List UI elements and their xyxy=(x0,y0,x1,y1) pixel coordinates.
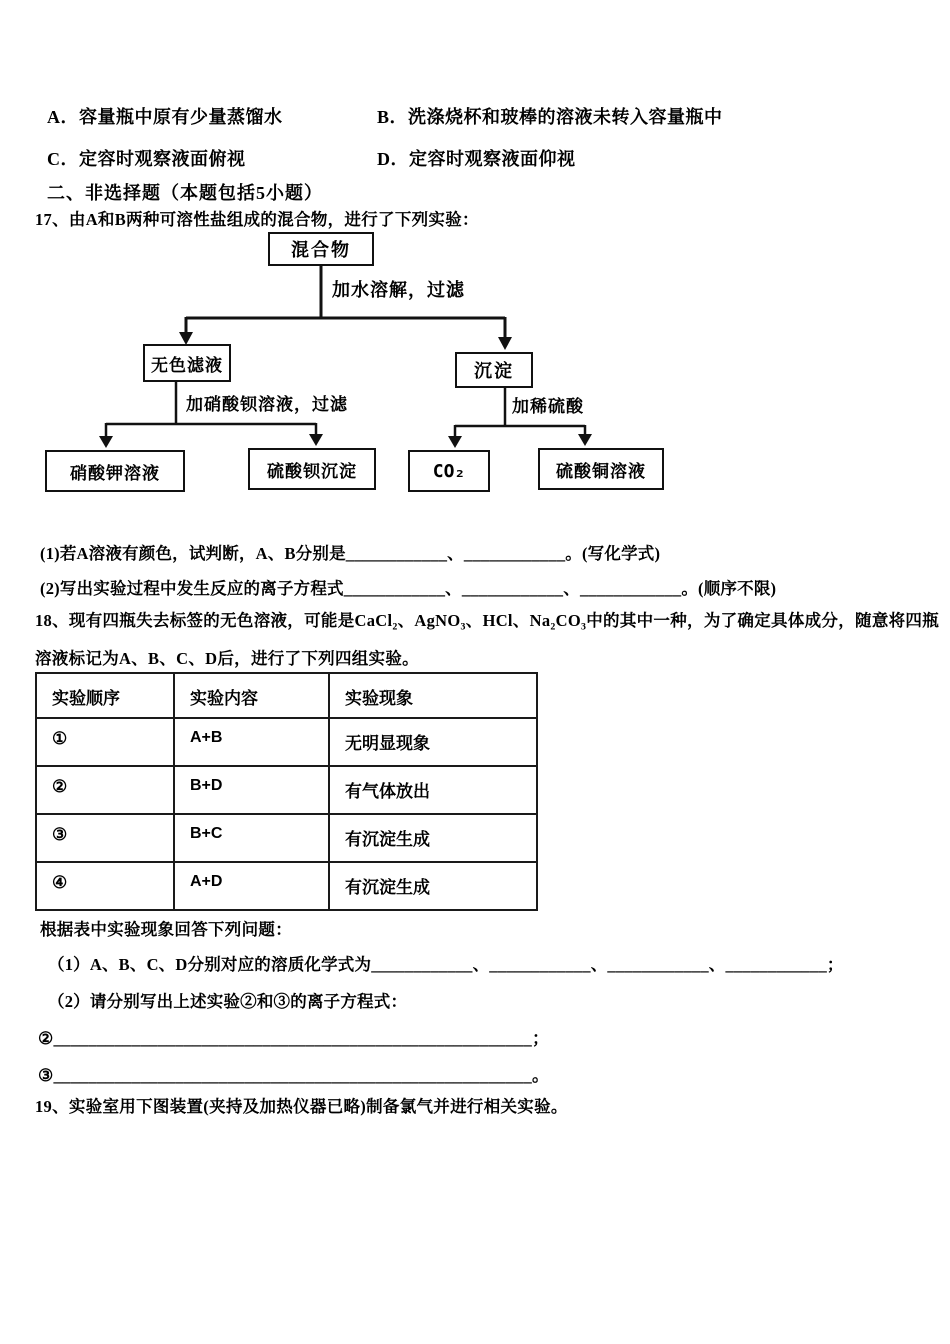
option-b: B．洗涤烧杯和玻棒的溶液未转入容量瓶中 xyxy=(377,107,723,127)
q18-after-table: 根据表中实验现象回答下列问题： xyxy=(40,920,292,939)
q18-subquestion-2: （2）请分别写出上述实验②和③的离子方程式： xyxy=(48,992,408,1011)
flowchart-edge-add-water: 加水溶解，过滤 xyxy=(332,280,465,300)
flowchart-node-cuso4-solution: 硫酸铜溶液 xyxy=(538,448,664,490)
table-header-row xyxy=(36,673,537,718)
table-row xyxy=(36,766,537,814)
row2-phenomenon: 有气体放出 xyxy=(329,766,537,814)
q17-flowchart-diagram xyxy=(0,228,700,498)
row1-content: A+B xyxy=(174,718,329,766)
table-header-phenomenon: 实验现象 xyxy=(329,673,537,718)
q18-experiment-table xyxy=(35,672,538,911)
row2-content: B+D xyxy=(174,766,329,814)
option-a: A．容量瓶中原有少量蒸馏水 xyxy=(47,107,283,127)
flowchart-node-mixture: 混合物 xyxy=(268,232,374,266)
table-row xyxy=(36,862,537,910)
table-header-order: 实验顺序 xyxy=(36,673,174,718)
flowchart-node-colorless-filtrate: 无色滤液 xyxy=(143,344,231,382)
flowchart-edge-add-barium-nitrate: 加硝酸钡溶液，过滤 xyxy=(186,395,348,414)
section-2-header: 二、非选择题（本题包括5小题） xyxy=(47,183,323,203)
q17-intro: 17、由A和B两种可溶性盐组成的混合物，进行了下列实验： xyxy=(35,210,479,229)
q17-subquestion-1: (1)若A溶液有颜色，试判断，A、B分别是____________、____________。(写化学式) xyxy=(40,544,661,563)
q19-intro: 19、实验室用下图装置(夹持及加热仪器已略)制备氯气并进行相关实验。 xyxy=(35,1097,568,1116)
table-header-content: 实验内容 xyxy=(174,673,329,718)
q18-answer-blank-2: ②_______________________________________________________； xyxy=(38,1029,550,1048)
row3-phenomenon: 有沉淀生成 xyxy=(329,814,537,862)
q17-subquestion-2: (2)写出实验过程中发生反应的离子方程式____________、____________、____________。(顺序不限) xyxy=(40,579,777,598)
flowchart-node-co2: CO₂ xyxy=(408,450,490,492)
option-d: D．定容时观察液面仰视 xyxy=(377,149,576,169)
flowchart-node-baso4-precipitate: 硫酸钡沉淀 xyxy=(248,448,376,490)
q18-subquestion-1: （1）A、B、C、D分别对应的溶质化学式为____________、____________、____________、____________； xyxy=(48,955,844,974)
row4-phenomenon: 有沉淀生成 xyxy=(329,862,537,910)
option-c: C．定容时观察液面俯视 xyxy=(47,149,246,169)
flowchart-edge-add-dilute-h2so4: 加稀硫酸 xyxy=(512,397,584,416)
row3-content: B+C xyxy=(174,814,329,862)
row4-content: A+D xyxy=(174,862,329,910)
row3-order: ③ xyxy=(36,814,174,862)
row2-order: ② xyxy=(36,766,174,814)
q18-intro-line2: 溶液标记为A、B、C、D后，进行了下列四组实验。 xyxy=(35,649,419,668)
row4-order: ④ xyxy=(36,862,174,910)
flowchart-node-precipitate: 沉淀 xyxy=(455,352,533,388)
table-row xyxy=(36,718,537,766)
q18-intro-line1: 18、现有四瓶失去标签的无色溶液，可能是CaCl₂、AgNO₃、HCl、Na₂CO₃中的其中一种，为了确定具体成分，随意将四瓶 xyxy=(35,611,940,630)
flowchart-node-kno3-solution: 硝酸钾溶液 xyxy=(45,450,185,492)
row1-order: ① xyxy=(36,718,174,766)
table-row xyxy=(36,814,537,862)
row1-phenomenon: 无明显现象 xyxy=(329,718,537,766)
q18-answer-blank-3: ③_______________________________________________________。 xyxy=(38,1066,550,1085)
